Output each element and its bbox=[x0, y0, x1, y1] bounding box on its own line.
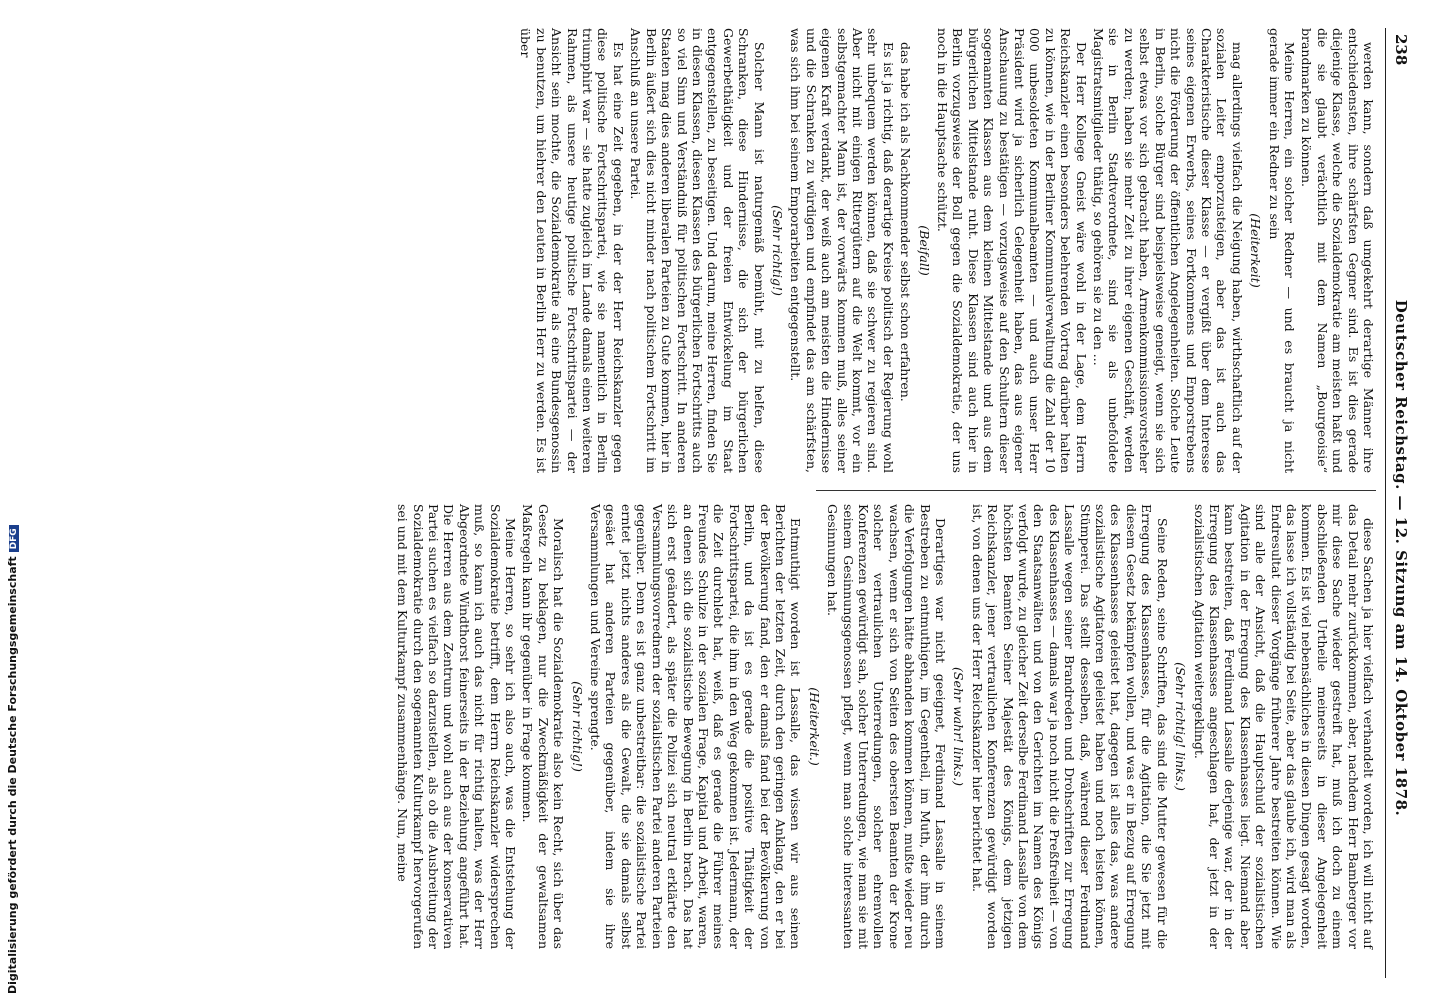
paragraph: Es ist ja richtig, daß derartige Kreise politisch der Regierung wohl sehr unbequem werden können, daß sie schwer zu regieren sind. Aber nicht mit einigen Rittergütern auf die Welt kommt, vor ein selbstgemachter Mann ist, der vorwärts kommen muß, alles seiner eigenen Kraft verdankt, der weiß auch am meisten die Hindernisse und die Schranken zu würdigen und empfindet das am schärfsten, was sich ihm bei seinem Emporarbeiten entgegenstellt. bbox=[788, 28, 896, 473]
interjection: (Sehr richtig!) bbox=[569, 681, 585, 772]
credit-text: Digitalisierung gefördert durch die Deutsche Forschungsgemeinschaft bbox=[6, 556, 19, 994]
paragraph: werden kann, sondern daß umgekehrt derartige Männer ihre entschiedensten, ihre schärfsten Gegner sind. Es ist dies gerade diejenige Klasse, welche die Sozialdemokratie am meisten haßt und die sie glaubt verächtlich mit dem Namen „Bourgeoisie“ brandmarken zu können. bbox=[1299, 28, 1376, 473]
interjection: (Heiterkeit) bbox=[1248, 213, 1264, 288]
paragraph: Meine Herren, ein solcher Redner — und es braucht ja nicht gerade immer ein Redner zu sein bbox=[1266, 28, 1297, 473]
paragraph: Meine Herren, so sehr ich also auch, was die Entstehung der Sozialdemokratie betrifft, dem Herrn Reichskanzler widersprechen muß, so kann ich auch das nicht für richtig halten, was der Herr Abgeordnete Windthorst feinerseits in der Beziehung angeführt hat. Die Herren aus dem Zentrum und wohl auch aus der konservativen Partei suchen es vielfach so darzustellen, als ob die Ausbreitung der Sozialdemokratie durch den sogenannten Kulturkampf hervorgerufen sei und mit dem Kulturkampf zusammenhänge. Nun, meine bbox=[395, 504, 519, 949]
interjection: (Heiterkeit.) bbox=[806, 687, 822, 766]
paragraph: Es hat eine Zeit gegeben, in der der Herr Reichskanzler gegen diese politische Fortschrittspartei, wie sie namentlich in Berlin triumphirt war — sie hatte zugleich im Lande damals einen weiteren Rahmen, als unsere heutige politische Fortschrittspartei — der Ansicht sein mochte, die Sozialdemokratie als eine Bundesgenossin zu benutzen, um hiehrer den Leuten in Berlin Herr zu werden. Es ist über bbox=[518, 28, 626, 473]
paragraph: diese Sachen ja hier vielfach verhandelt worden, ich will nicht auf das Detail mehr zurückkommen, aber, nachdem Herr Bamberger vor mir diese Sache wieder gestreift hat, muß ich doch zu einem abschließenden Urtheile meinerseits in dieser Angelegenheit kommen. Es ist viel nebensächliches in diesen Dingen gesagt worden, das lasse ich vollständig bei Seite, aber das glaube ich, wird man als Endresultat dieser Vorgänge früherer Jahre bestreiten können. Wie sind alle der Ansicht, daß die Hauptschuld der sozialistischen Agitation in der Erregung des Klassenhasses liegt. Niemand aber kann bestreiten, daß Ferdinand Lassalle derjenige war, der in der Erregung des Klassenhasses angeschlagen hat, der jetzt in der sozialistischen Agitation weitergeklingt. bbox=[1191, 504, 1376, 949]
paragraph: mag allerdings vielfach die Neigung haben, wirthschaftlich auf der sozialen Leiter emporzusteigen, aber das ist auch das Charakteristische dieser Klasse — er vergißt über dem Interesse seines eigenen Erwerbs, seines Fortkommens und Emporstrebens nicht die Förderung der öffentlichen Angelegenheiten. Solche Leute in Berlin, solche Bürger sind beispielsweise geneigt, wenn sie sich selbst etwas vor sich gebracht haben, Armenkommissionsvorsteher zu werden; haben sie mehr Zeit zu ihrer eigenen Geschäft, werden sie in Berlin Stadtverordnete, sind sie als unbefoldete Magistratsmitglieder thätig, so gehören sie zu den ... bbox=[1091, 28, 1245, 473]
paragraph: Derartiges war nicht geeignet, Ferdinand Lassalle in seinem Bestreben zu entmuthigen, im Gegentheil, im Muth, der ihm durch die Verfolgungen hätte abhanden kommen können, mußte wieder neu wachsen, wenn er sich von Seiten des obersten Beamten der Krone solcher vertraulichen Unterredungen, solcher ehrenvollen Konferenzen gewürdigt sah, solcher Unterredungen, wie man sie mit seinem Gesinnungsgenossen pflegt, wenn man solche interessanten Gesinnungen hat. bbox=[825, 504, 949, 949]
interjection: (Sehr richtig! links.) bbox=[1173, 662, 1189, 791]
paragraph: Solcher Mann ist naturgemäß bemüht, mit zu helfen, diese Schranken, diese Hindernisse, die sich der bürgerlichen Gewerbethätigkeit und der freien Entwickelung im Staat entgegenstellen, zu beseitigen. Und darum, meine Herren, finden Sie in diesen Klassen, diesen Klassen des bürgerlichen Fortschritts auch so viel Sinn und Verständniß für politischen Fortschritt. In anderen Staaten mag dies anderen liberalen Parteien zu Gute kommen, hier in Berlin äußert sich dies nicht minder nach politischem Fortschritt im Anschluß an unsere Partei. bbox=[628, 28, 767, 473]
rotated-page-content bbox=[112, 28, 1412, 978]
interjection: (Beifall) bbox=[916, 225, 932, 276]
page-title: Deutscher Reichstag. — 12. Sitzung am 14. Oktober 1878. bbox=[1392, 299, 1410, 817]
paragraph: Moralisch hat die Sozialdemokratie also kein Recht, sich über das Gesetz zu beklagen, nur die Zweckmäßigkeit der gewaltsamen Maßregeln kann ihr gegenüber in Frage kommen. bbox=[520, 504, 567, 949]
paragraph: Der Herr Kollege Gneist wäre wohl in der Lage, dem Herrn Reichskanzler einen besonders belehrenden Vortrag darüber halten zu können, wie in der Berliner Kommunalverwaltung die Zahl der 10 000 unbesoldeten Kommunalbeamten — und auch unser Herr Präsident wird ja sicherlich Gelegenheit haben, das aus eigener Anschauung zu bestätigen — vorzugsweise auf den Schultern dieser sogenannten Klassen aus dem kleinen Mittelstande und aus dem bürgerlichen Mittelstande ruht. Diese Klassen sind auch hier in Berlin vorzugsweise der Boll gegen die Sozialdemokratie, der uns noch in die Hauptsache schützt. bbox=[935, 28, 1089, 473]
digitization-credit bbox=[6, 525, 19, 994]
paragraph: Seine Reden, seine Schriften, das sind die Mutter gewesen für die Erregung des Klassenhasses, für die Agitation, die Sie jetzt mit diesem Gesetz bekämpfen wollen, und was er in Bezug auf Erregung des Klassenhasses geleistet hat, dagegen ist alles das, was andere sozialistische Agitatoren geleistet haben und noch leisten können, Stümperei. Das stellt desselben, daß, während dieser Ferdinand Lassalle wegen seiner Brandreden und Drohschriften zur Erregung des Klassenhasses — damals war ja noch nicht die Preßfreiheit — von den Staatsanwälten und von den Gerichten im Namen des Königs verfolgt wurde, zu gleicher Zeit derselbe Ferdinand Lassalle von dem höchsten Beamten Seiner Majestät des Königs, dem jetzigen Reichskanzler, jener vertraulichen Konferenzen gewürdigt worden ist, von denen uns der Herr Reichskanzler hier berichtet hat. bbox=[969, 504, 1170, 949]
paragraph: das habe ich als Nachkommender selbst schon erfahren. bbox=[898, 42, 914, 402]
page-header bbox=[1385, 28, 1412, 978]
interjection: (Sehr richtig!) bbox=[769, 205, 785, 296]
left-text-column bbox=[518, 28, 1376, 473]
column-divider bbox=[816, 490, 1376, 491]
right-text-column bbox=[395, 504, 1376, 949]
page-number: 238 bbox=[1392, 34, 1410, 66]
interjection: (Sehr wahr! links.) bbox=[951, 667, 967, 786]
paragraph: Entmuthigt worden ist Lassalle, das wissen wir aus seinen Berichten der letzten Zeit, durch den geringen Anklang, den er bei der Bevölkerung fand, den er damals fand bei der Bevölkerung von Berlin, und da ist es gerade die positive Thätigkeit der Fortschrittspartei, die ihm in den Weg gekommen ist. Jedermann, der die Zeit durchlebt hat, weiß, daß es gerade die Führer meines Freundes Schulze in der sozialen Frage, Kapital und Arbeit, waren, an denen sich die sozialistische Bewegung in Berlin brach. Das hat sich erst geändert, als später die Polizei sich neutral erklärte den Versammlungsvorrednern der sozialistischen Partei anderen Parteien gegenüber. Denn es ist ganz unbestreitbar: die sozialistische Partei erntet jetzt nichts anderes als die Gewalt, die sie damals selbst gesäet hat anderen Parteien gegenüber, indem sie ihre Versammlungen und Vereine sprengte. bbox=[588, 504, 804, 949]
dfg-logo: DFG bbox=[9, 525, 19, 552]
